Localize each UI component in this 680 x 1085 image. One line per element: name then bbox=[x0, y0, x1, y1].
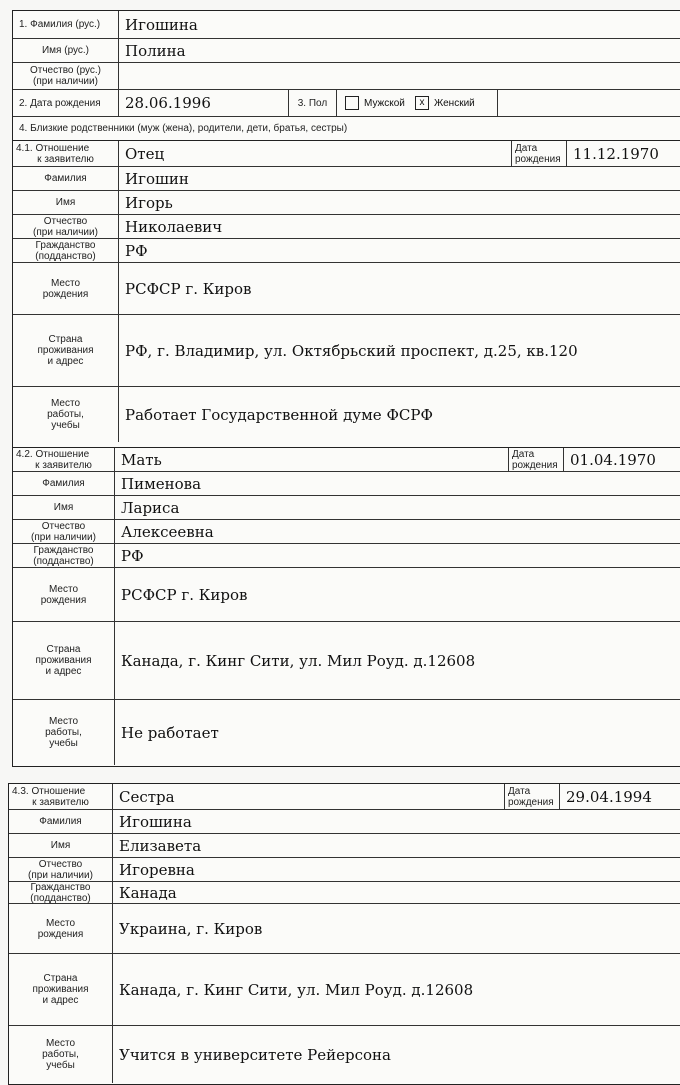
relative-name-value: Игорь bbox=[125, 193, 173, 212]
work-label-line2: работы, bbox=[45, 727, 82, 738]
patronymic-label-line2: (при наличии) bbox=[33, 226, 98, 238]
name-label-line1: Имя bbox=[53, 502, 74, 513]
relation-label-line2: к заявителю bbox=[32, 796, 89, 808]
relation-label bbox=[13, 448, 115, 471]
dob-label-line2: рождения bbox=[515, 153, 561, 165]
birthplace-label-line1: Место bbox=[45, 917, 76, 929]
surname-label bbox=[13, 167, 119, 190]
applicant-name-label: Имя (рус.) bbox=[13, 39, 119, 62]
residence-label-line3: и адрес bbox=[42, 995, 79, 1006]
relative-block-sister bbox=[8, 783, 680, 1085]
relative-surname-row bbox=[9, 810, 680, 834]
sex-female-option bbox=[409, 90, 475, 116]
relative-patronymic-value: Николаевич bbox=[125, 217, 223, 236]
relative-work-row bbox=[13, 387, 680, 443]
name-label bbox=[9, 834, 113, 857]
residence-label-line3: и адрес bbox=[45, 666, 82, 677]
relative-name-row bbox=[13, 191, 680, 215]
dob-label-line2: рождения bbox=[512, 459, 558, 471]
relation-label-line1 bbox=[9, 786, 112, 797]
applicant-name-row bbox=[13, 39, 680, 63]
relative-relation-value: Отец bbox=[125, 144, 165, 163]
relative-birthplace-value: РСФСР г. Киров bbox=[125, 279, 252, 298]
relative-number: 4.1. bbox=[16, 142, 33, 154]
relative-work-value: Не работает bbox=[121, 723, 219, 742]
applicant-section bbox=[12, 10, 680, 142]
applicant-surname-label: 1. Фамилия (рус.) bbox=[13, 11, 119, 38]
relative-surname-row bbox=[13, 472, 680, 496]
relative-birthplace-row bbox=[9, 904, 680, 954]
dob-label bbox=[511, 141, 567, 166]
citizenship-label-line2: (подданство) bbox=[30, 892, 91, 904]
name-label bbox=[13, 496, 115, 519]
surname-label-line1: Фамилия bbox=[42, 478, 85, 489]
relative-dob-value: 01.04.1970 bbox=[570, 450, 656, 469]
surname-label bbox=[9, 810, 113, 833]
work-label bbox=[9, 1026, 113, 1083]
citizenship-label-line2: (подданство) bbox=[33, 555, 94, 567]
relative-work-row bbox=[9, 1026, 680, 1084]
patronymic-label bbox=[9, 858, 113, 881]
surname-label bbox=[13, 472, 115, 495]
birthplace-label bbox=[13, 568, 115, 621]
female-checkbox: x bbox=[415, 96, 429, 110]
birthplace-label-line1: Место bbox=[50, 277, 81, 289]
patronymic-label-line1: Отчество (рус.) bbox=[29, 65, 102, 76]
citizenship-label-line2: (подданство) bbox=[35, 250, 96, 262]
relative-birthplace-value: РСФСР г. Киров bbox=[121, 585, 248, 604]
residence-label-line3: и адрес bbox=[47, 356, 84, 367]
residence-label-line1: Страна bbox=[43, 973, 78, 984]
relative-number: 4.3. bbox=[12, 785, 29, 797]
relative-surname-value: Игошин bbox=[125, 169, 189, 188]
relative-block-father bbox=[12, 140, 680, 449]
birthplace-label-line2: рождения bbox=[42, 288, 89, 300]
surname-label-line1: Фамилия bbox=[44, 173, 87, 184]
relative-residence-value: Канада, г. Кинг Сити, ул. Мил Роуд. д.12608 bbox=[119, 980, 474, 999]
work-label-line3: учебы bbox=[46, 1060, 75, 1071]
name-label-line1: Имя bbox=[55, 197, 76, 208]
birthplace-label bbox=[13, 263, 119, 314]
relatives-title-row bbox=[13, 117, 680, 141]
residence-label bbox=[13, 622, 115, 699]
residence-label bbox=[13, 315, 119, 386]
citizenship-label-line1: Гражданство bbox=[35, 239, 96, 251]
relation-label-line2: к заявителю bbox=[35, 459, 92, 471]
work-label-line1: Место bbox=[48, 716, 79, 727]
patronymic-label-line1: Отчество bbox=[38, 858, 83, 870]
relatives-title: 4. Близкие родственники (муж (жена), родители, дети, братья, сестры) bbox=[19, 123, 348, 134]
surname-label-line1: Фамилия bbox=[39, 816, 82, 827]
birthplace-label bbox=[9, 904, 113, 953]
relation-label bbox=[9, 784, 113, 809]
patronymic-label bbox=[13, 520, 115, 543]
relative-name-row bbox=[9, 834, 680, 858]
sex-label: 3. Пол bbox=[289, 90, 337, 116]
applicant-patronymic-value bbox=[119, 63, 125, 89]
work-label-line3: учебы bbox=[51, 420, 80, 431]
work-label-line1: Место bbox=[50, 398, 81, 409]
relative-relation-row bbox=[9, 784, 680, 810]
applicant-dob-sex-row bbox=[13, 90, 680, 117]
relative-surname-value: Игошина bbox=[119, 812, 192, 831]
relative-name-row bbox=[13, 496, 680, 520]
citizenship-label bbox=[9, 882, 113, 903]
work-label-line2: работы, bbox=[42, 1049, 79, 1060]
relative-relation-row bbox=[13, 141, 680, 167]
applicant-surname-value: Игошина bbox=[125, 15, 198, 34]
applicant-patronymic-label bbox=[13, 63, 119, 89]
relation-label-line1 bbox=[13, 449, 114, 460]
relative-dob-value: 11.12.1970 bbox=[573, 144, 659, 163]
relative-surname-value: Пименова bbox=[121, 474, 202, 493]
relation-label-line1 bbox=[13, 143, 118, 154]
relative-patronymic-row bbox=[13, 520, 680, 544]
relative-citizenship-row bbox=[13, 544, 680, 568]
residence-label-line2: проживания bbox=[37, 345, 94, 356]
relative-birthplace-row bbox=[13, 568, 680, 622]
male-label: Мужской bbox=[364, 97, 405, 109]
relative-residence-value: Канада, г. Кинг Сити, ул. Мил Роуд. д.12608 bbox=[121, 651, 476, 670]
birthplace-label-line2: рождения bbox=[40, 594, 87, 606]
relative-surname-row bbox=[13, 167, 680, 191]
citizenship-label bbox=[13, 544, 115, 567]
dob-label-line1: Дата bbox=[515, 142, 538, 154]
patronymic-label-line1: Отчество bbox=[43, 215, 88, 227]
name-label-line1: Имя bbox=[50, 840, 71, 851]
relation-label-text: Отношение bbox=[31, 785, 86, 797]
work-label-line1: Место bbox=[45, 1038, 76, 1049]
dob-label-line1: Дата bbox=[512, 448, 535, 460]
sex-male-option bbox=[339, 90, 405, 116]
patronymic-label-line1: Отчество bbox=[41, 520, 86, 532]
patronymic-label-line2: (при наличии) bbox=[31, 531, 96, 543]
relative-residence-value: РФ, г. Владимир, ул. Октябрьский проспект, д.25, кв.120 bbox=[125, 341, 578, 360]
dob-label bbox=[508, 448, 564, 471]
residence-label-line1: Страна bbox=[48, 334, 83, 345]
relative-citizenship-value: Канада bbox=[119, 883, 177, 902]
relative-citizenship-value: РФ bbox=[125, 241, 148, 260]
relative-number: 4.2. bbox=[16, 448, 33, 460]
work-label-line2: работы, bbox=[47, 409, 84, 420]
work-label bbox=[13, 387, 119, 442]
relative-relation-value: Сестра bbox=[119, 787, 175, 806]
citizenship-label-line1: Гражданство bbox=[30, 881, 91, 893]
relative-name-value: Лариса bbox=[121, 498, 180, 517]
work-label bbox=[13, 700, 115, 765]
birthplace-label-line2: рождения bbox=[37, 928, 84, 940]
relative-work-row bbox=[13, 700, 680, 766]
relative-work-value: Учится в университете Рейерсона bbox=[119, 1045, 391, 1064]
relative-residence-row bbox=[9, 954, 680, 1026]
residence-label-line1: Страна bbox=[46, 644, 81, 655]
relation-label bbox=[13, 141, 119, 166]
citizenship-label bbox=[13, 239, 119, 262]
dob-label-line2: рождения bbox=[508, 796, 554, 808]
name-label bbox=[13, 191, 119, 214]
dob-label bbox=[504, 784, 560, 809]
applicant-name-value: Полина bbox=[125, 41, 186, 60]
relative-citizenship-row bbox=[13, 239, 680, 263]
residence-label bbox=[9, 954, 113, 1025]
relative-citizenship-row bbox=[9, 882, 680, 904]
relative-name-value: Елизавета bbox=[119, 836, 202, 855]
sex-cell-end bbox=[497, 90, 498, 116]
relation-label-text: Отношение bbox=[35, 142, 90, 154]
relation-label-text: Отношение bbox=[35, 448, 90, 460]
relative-relation-row bbox=[13, 448, 680, 472]
citizenship-label-line1: Гражданство bbox=[33, 544, 94, 556]
relative-dob-value: 29.04.1994 bbox=[566, 787, 652, 806]
relative-patronymic-value: Игоревна bbox=[119, 860, 195, 879]
relative-birthplace-value: Украина, г. Киров bbox=[119, 919, 263, 938]
patronymic-label bbox=[13, 215, 119, 238]
relative-patronymic-row bbox=[9, 858, 680, 882]
relative-citizenship-value: РФ bbox=[121, 546, 144, 565]
residence-label-line2: проживания bbox=[35, 655, 92, 666]
applicant-surname-row bbox=[13, 11, 680, 39]
relative-residence-row bbox=[13, 622, 680, 700]
dob-label-line1: Дата bbox=[508, 785, 531, 797]
relative-patronymic-value: Алексеевна bbox=[121, 522, 214, 541]
work-label-line3: учебы bbox=[49, 738, 78, 749]
applicant-patronymic-row bbox=[13, 63, 680, 90]
relative-patronymic-row bbox=[13, 215, 680, 239]
patronymic-label-line2: (при наличии) bbox=[28, 869, 93, 881]
residence-label-line2: проживания bbox=[32, 984, 89, 995]
birthplace-label-line1: Место bbox=[48, 583, 79, 595]
applicant-dob-value: 28.06.1996 bbox=[119, 90, 289, 116]
female-label: Женский bbox=[434, 97, 475, 109]
relative-relation-value: Мать bbox=[121, 450, 162, 469]
relation-label-line2: к заявителю bbox=[37, 153, 94, 165]
male-checkbox bbox=[345, 96, 359, 110]
relative-birthplace-row bbox=[13, 263, 680, 315]
relative-block-mother bbox=[12, 447, 680, 767]
relative-residence-row bbox=[13, 315, 680, 387]
relative-work-value: Работает Государственной думе ФСРФ bbox=[125, 405, 433, 424]
patronymic-label-line2: (при наличии) bbox=[33, 76, 98, 87]
applicant-dob-label: 2. Дата рождения bbox=[13, 90, 119, 116]
